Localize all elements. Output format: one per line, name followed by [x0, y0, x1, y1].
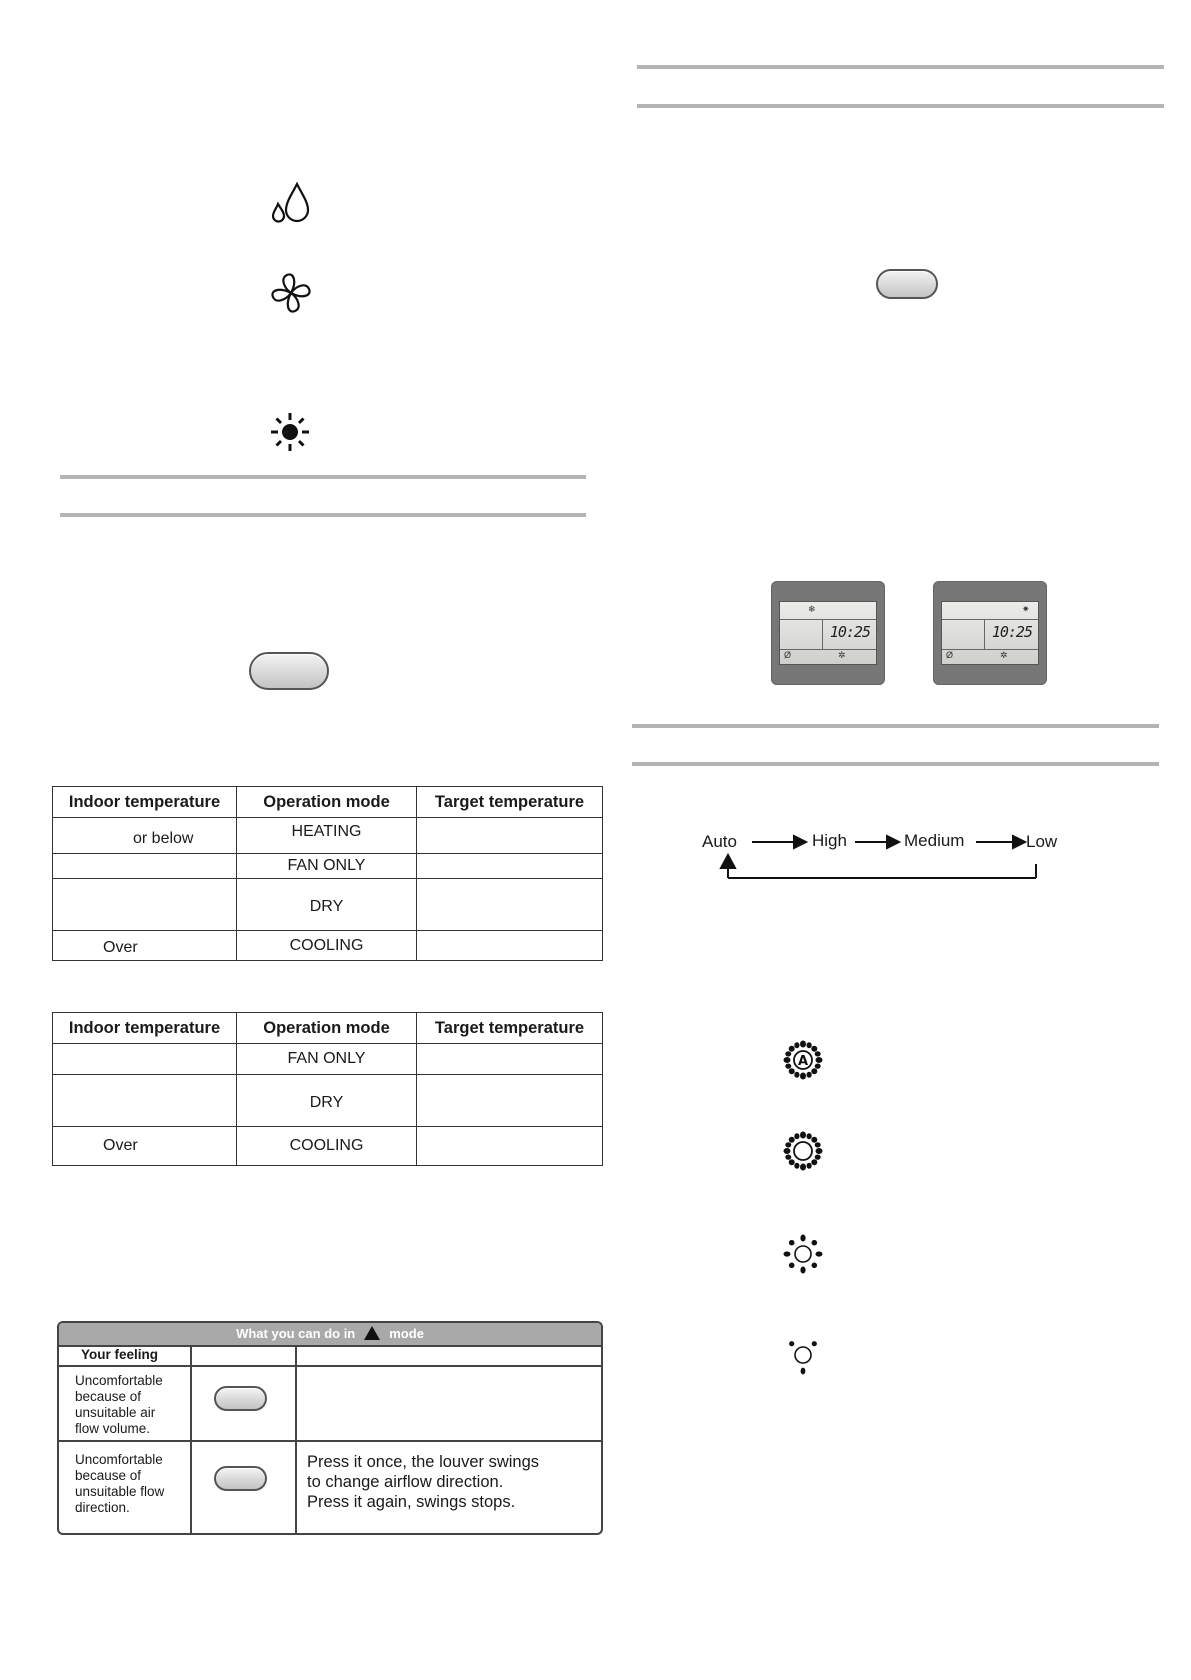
- section-rule: [60, 513, 586, 517]
- lcd-time: 10:25: [829, 623, 870, 641]
- mode-cell: FAN ONLY: [237, 854, 417, 879]
- indoor-temp-cell: [53, 931, 237, 961]
- description-line: to change airflow direction.: [307, 1473, 504, 1491]
- flow-step-auto: Auto: [702, 832, 737, 851]
- indoor-temp-text: Over: [103, 938, 138, 956]
- swing-button[interactable]: [214, 1466, 267, 1491]
- heat-mode-icon: [270, 412, 310, 452]
- column-header: Target temperature: [417, 1013, 603, 1044]
- target-temp-cell: [417, 879, 603, 931]
- display-panel-1: [771, 581, 885, 685]
- fan-speed-button[interactable]: [214, 1386, 267, 1411]
- indoor-temp-cell: [53, 1075, 237, 1127]
- feeling-line: flow volume.: [75, 1421, 151, 1436]
- target-temp-cell: [417, 818, 603, 854]
- flow-arrows: [710, 826, 1070, 886]
- indoor-temp-cell: [53, 854, 237, 879]
- feeling-line: Uncomfortable: [75, 1373, 163, 1388]
- indoor-temp-cell: [53, 1127, 237, 1166]
- mode-cell: COOLING: [237, 931, 417, 961]
- fan-indicator-icon: ✲: [838, 650, 846, 660]
- row-divider: [59, 1440, 601, 1442]
- header-prefix: What you can do in: [236, 1326, 356, 1341]
- indoor-temp-cell: [53, 879, 237, 931]
- target-temp-cell: [417, 1075, 603, 1127]
- mode-table-heat-pump: [52, 786, 603, 961]
- indoor-temp-text: or below: [133, 829, 194, 847]
- lcd-top-row: [942, 602, 1038, 620]
- flow-step-medium: Medium: [904, 831, 965, 850]
- feeling-text: [75, 1373, 163, 1437]
- section-rule: [637, 104, 1164, 108]
- indoor-temp-text: Over: [103, 1137, 138, 1154]
- fan-speed-high-icon: [783, 1131, 823, 1171]
- lcd-mid-row: [942, 619, 1038, 650]
- lcd-divider: [984, 619, 985, 649]
- column-divider: [295, 1345, 297, 1535]
- fan-speed-low-icon: [783, 1335, 823, 1375]
- feeling-line: unsuitable air: [75, 1405, 156, 1420]
- mode-cell: FAN ONLY: [237, 1044, 417, 1075]
- timer-button[interactable]: [876, 269, 938, 299]
- row-divider: [59, 1365, 601, 1367]
- mode-button[interactable]: [249, 652, 329, 690]
- indoor-temp-cell: [53, 1044, 237, 1075]
- column-header: Indoor temperature: [53, 787, 237, 818]
- feeling-line: because of: [75, 1389, 142, 1404]
- target-temp-cell: [417, 931, 603, 961]
- column-header: Indoor temperature: [53, 1013, 237, 1044]
- header-suffix: mode: [389, 1326, 424, 1341]
- fan-speed-auto-icon: [783, 1040, 823, 1080]
- sleep-icon: Ø: [784, 650, 792, 660]
- snowflake-icon: ❄: [808, 604, 816, 614]
- mode-cell: HEATING: [237, 818, 417, 854]
- flow-step-high: High: [812, 831, 847, 850]
- description-line: Press it once, the louver swings: [307, 1453, 540, 1471]
- column-divider: [190, 1345, 192, 1535]
- column-header: Target temperature: [417, 787, 603, 818]
- feeling-line: Uncomfortable: [75, 1452, 163, 1467]
- indoor-temp-cell: [53, 818, 237, 854]
- column-header-feeling: Your feeling: [81, 1347, 159, 1362]
- section-rule: [60, 475, 586, 479]
- lcd-time: 10:25: [991, 623, 1032, 641]
- section-rule: [637, 65, 1164, 69]
- feeling-line: direction.: [75, 1500, 130, 1515]
- mode-cell: DRY: [237, 879, 417, 931]
- mode-cell: COOLING: [237, 1127, 417, 1166]
- sleep-icon: Ø: [946, 650, 954, 660]
- fan-mode-icon: [270, 272, 312, 314]
- auto-letter: A: [797, 1054, 809, 1069]
- auto-table-header: [59, 1323, 601, 1345]
- section-rule: [632, 724, 1159, 728]
- lcd-screen: [941, 601, 1039, 665]
- mode-cell: DRY: [237, 1075, 417, 1127]
- lcd-top-row: [780, 602, 876, 620]
- target-temp-cell: [417, 1127, 603, 1166]
- dry-mode-icon: [270, 182, 314, 224]
- column-header: Operation mode: [237, 787, 417, 818]
- auto-mode-table: [57, 1321, 603, 1535]
- flow-step-low: Low: [1026, 832, 1058, 851]
- mode-table-cool-only: [52, 1012, 603, 1166]
- column-header: Operation mode: [237, 1013, 417, 1044]
- lcd-mid-row: [780, 619, 876, 650]
- lcd-screen: [779, 601, 877, 665]
- display-panel-2: [933, 581, 1047, 685]
- fan-speed-medium-icon: [783, 1234, 823, 1274]
- feeling-line: because of: [75, 1468, 142, 1483]
- target-temp-cell: [417, 1044, 603, 1075]
- feeling-line: unsuitable flow: [75, 1484, 165, 1499]
- lcd-divider: [822, 619, 823, 649]
- description-line: Press it again, swings stops.: [307, 1493, 516, 1511]
- fan-indicator-icon: ✲: [1000, 650, 1008, 660]
- swing-description: [307, 1452, 539, 1512]
- section-rule: [632, 762, 1159, 766]
- feeling-text: [75, 1452, 164, 1516]
- target-temp-cell: [417, 854, 603, 879]
- sun-icon: ✷: [1022, 604, 1030, 614]
